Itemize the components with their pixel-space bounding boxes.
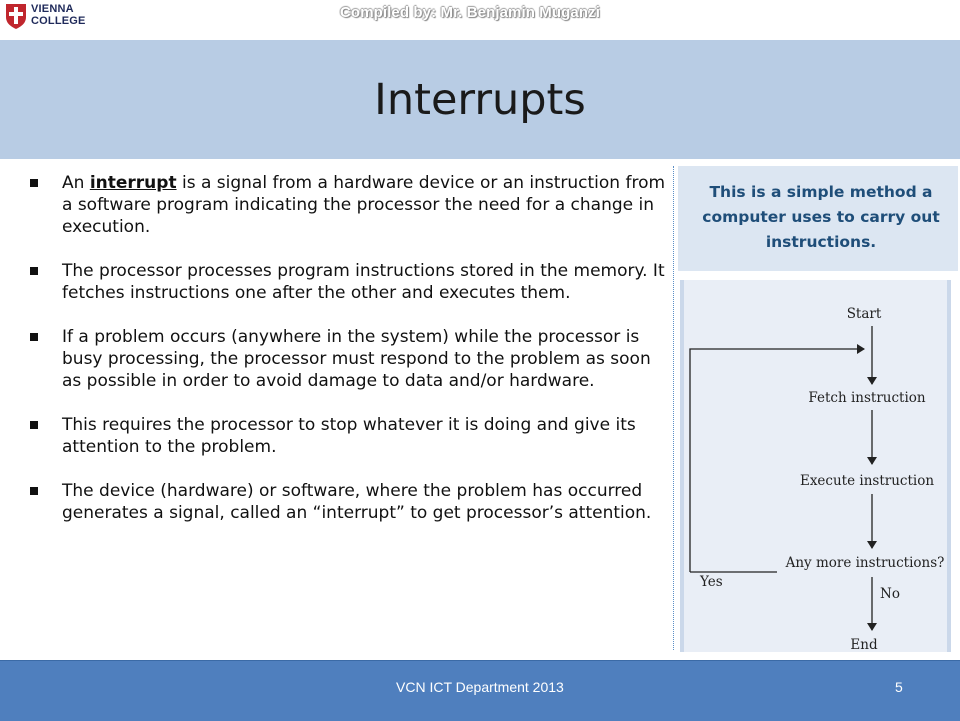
square-bullet-icon: [30, 333, 38, 341]
bullet-text: The processor processes program instructions stored in the memory. It fetches instructions one after the other and executes them.: [62, 261, 665, 303]
side-note-text: This is a simple method a computer uses to carry out instructions.: [702, 183, 940, 251]
logo-line-1: VIENNA: [31, 3, 74, 15]
page-number: 5: [895, 679, 903, 695]
compiled-by: Compiled by: Mr. Benjamin Muganzi: [340, 4, 600, 21]
flowchart: [684, 280, 950, 652]
bullet-item: [30, 480, 666, 524]
bullet-item: [30, 414, 666, 458]
flow-start-label: Start: [846, 306, 882, 322]
bullet-text-pre: An: [62, 173, 90, 193]
shield-icon: [5, 3, 27, 30]
square-bullet-icon: [30, 267, 38, 275]
bullet-text: If a problem occurs (anywhere in the system) while the processor is busy processing, the processor must respond to the problem as soon as possible in order to avoid damage to data and/or hardware.: [62, 327, 651, 391]
flow-no-label: No: [880, 586, 900, 602]
bullet-text: The device (hardware) or software, where the problem has occurred generates a signal, called an “interrupt” to get processor’s attention.: [62, 481, 652, 523]
bullet-text: This requires the processor to stop whatever it is doing and give its attention to the problem.: [62, 415, 636, 457]
slide-title: Interrupts: [374, 75, 586, 125]
logo-line-2: COLLEGE: [31, 15, 86, 27]
bullet-item: [30, 260, 666, 304]
bullet-item: [30, 326, 666, 392]
bullet-text-post: is a signal from a hardware device or an instruction from a software program indicating the processor the need for a change in execution.: [62, 173, 666, 237]
square-bullet-icon: [30, 421, 38, 429]
bullet-item: [30, 172, 666, 238]
flow-yes-label: Yes: [700, 574, 723, 590]
square-bullet-icon: [30, 179, 38, 187]
flow-decision-label: Any more instructions?: [785, 555, 945, 571]
flow-loop-arrow: [690, 349, 864, 572]
flow-fetch-label: Fetch instruction: [808, 390, 926, 406]
column-divider: [673, 166, 674, 650]
logo-wordmark: [31, 3, 86, 27]
footer-department: VCN ICT Department 2013: [396, 679, 564, 695]
college-logo: [5, 3, 86, 30]
bullet-keyword: interrupt: [89, 173, 177, 193]
square-bullet-icon: [30, 487, 38, 495]
flow-execute-label: Execute instruction: [799, 473, 935, 489]
bullet-list: [30, 172, 666, 546]
flow-end-label: End: [850, 637, 878, 652]
